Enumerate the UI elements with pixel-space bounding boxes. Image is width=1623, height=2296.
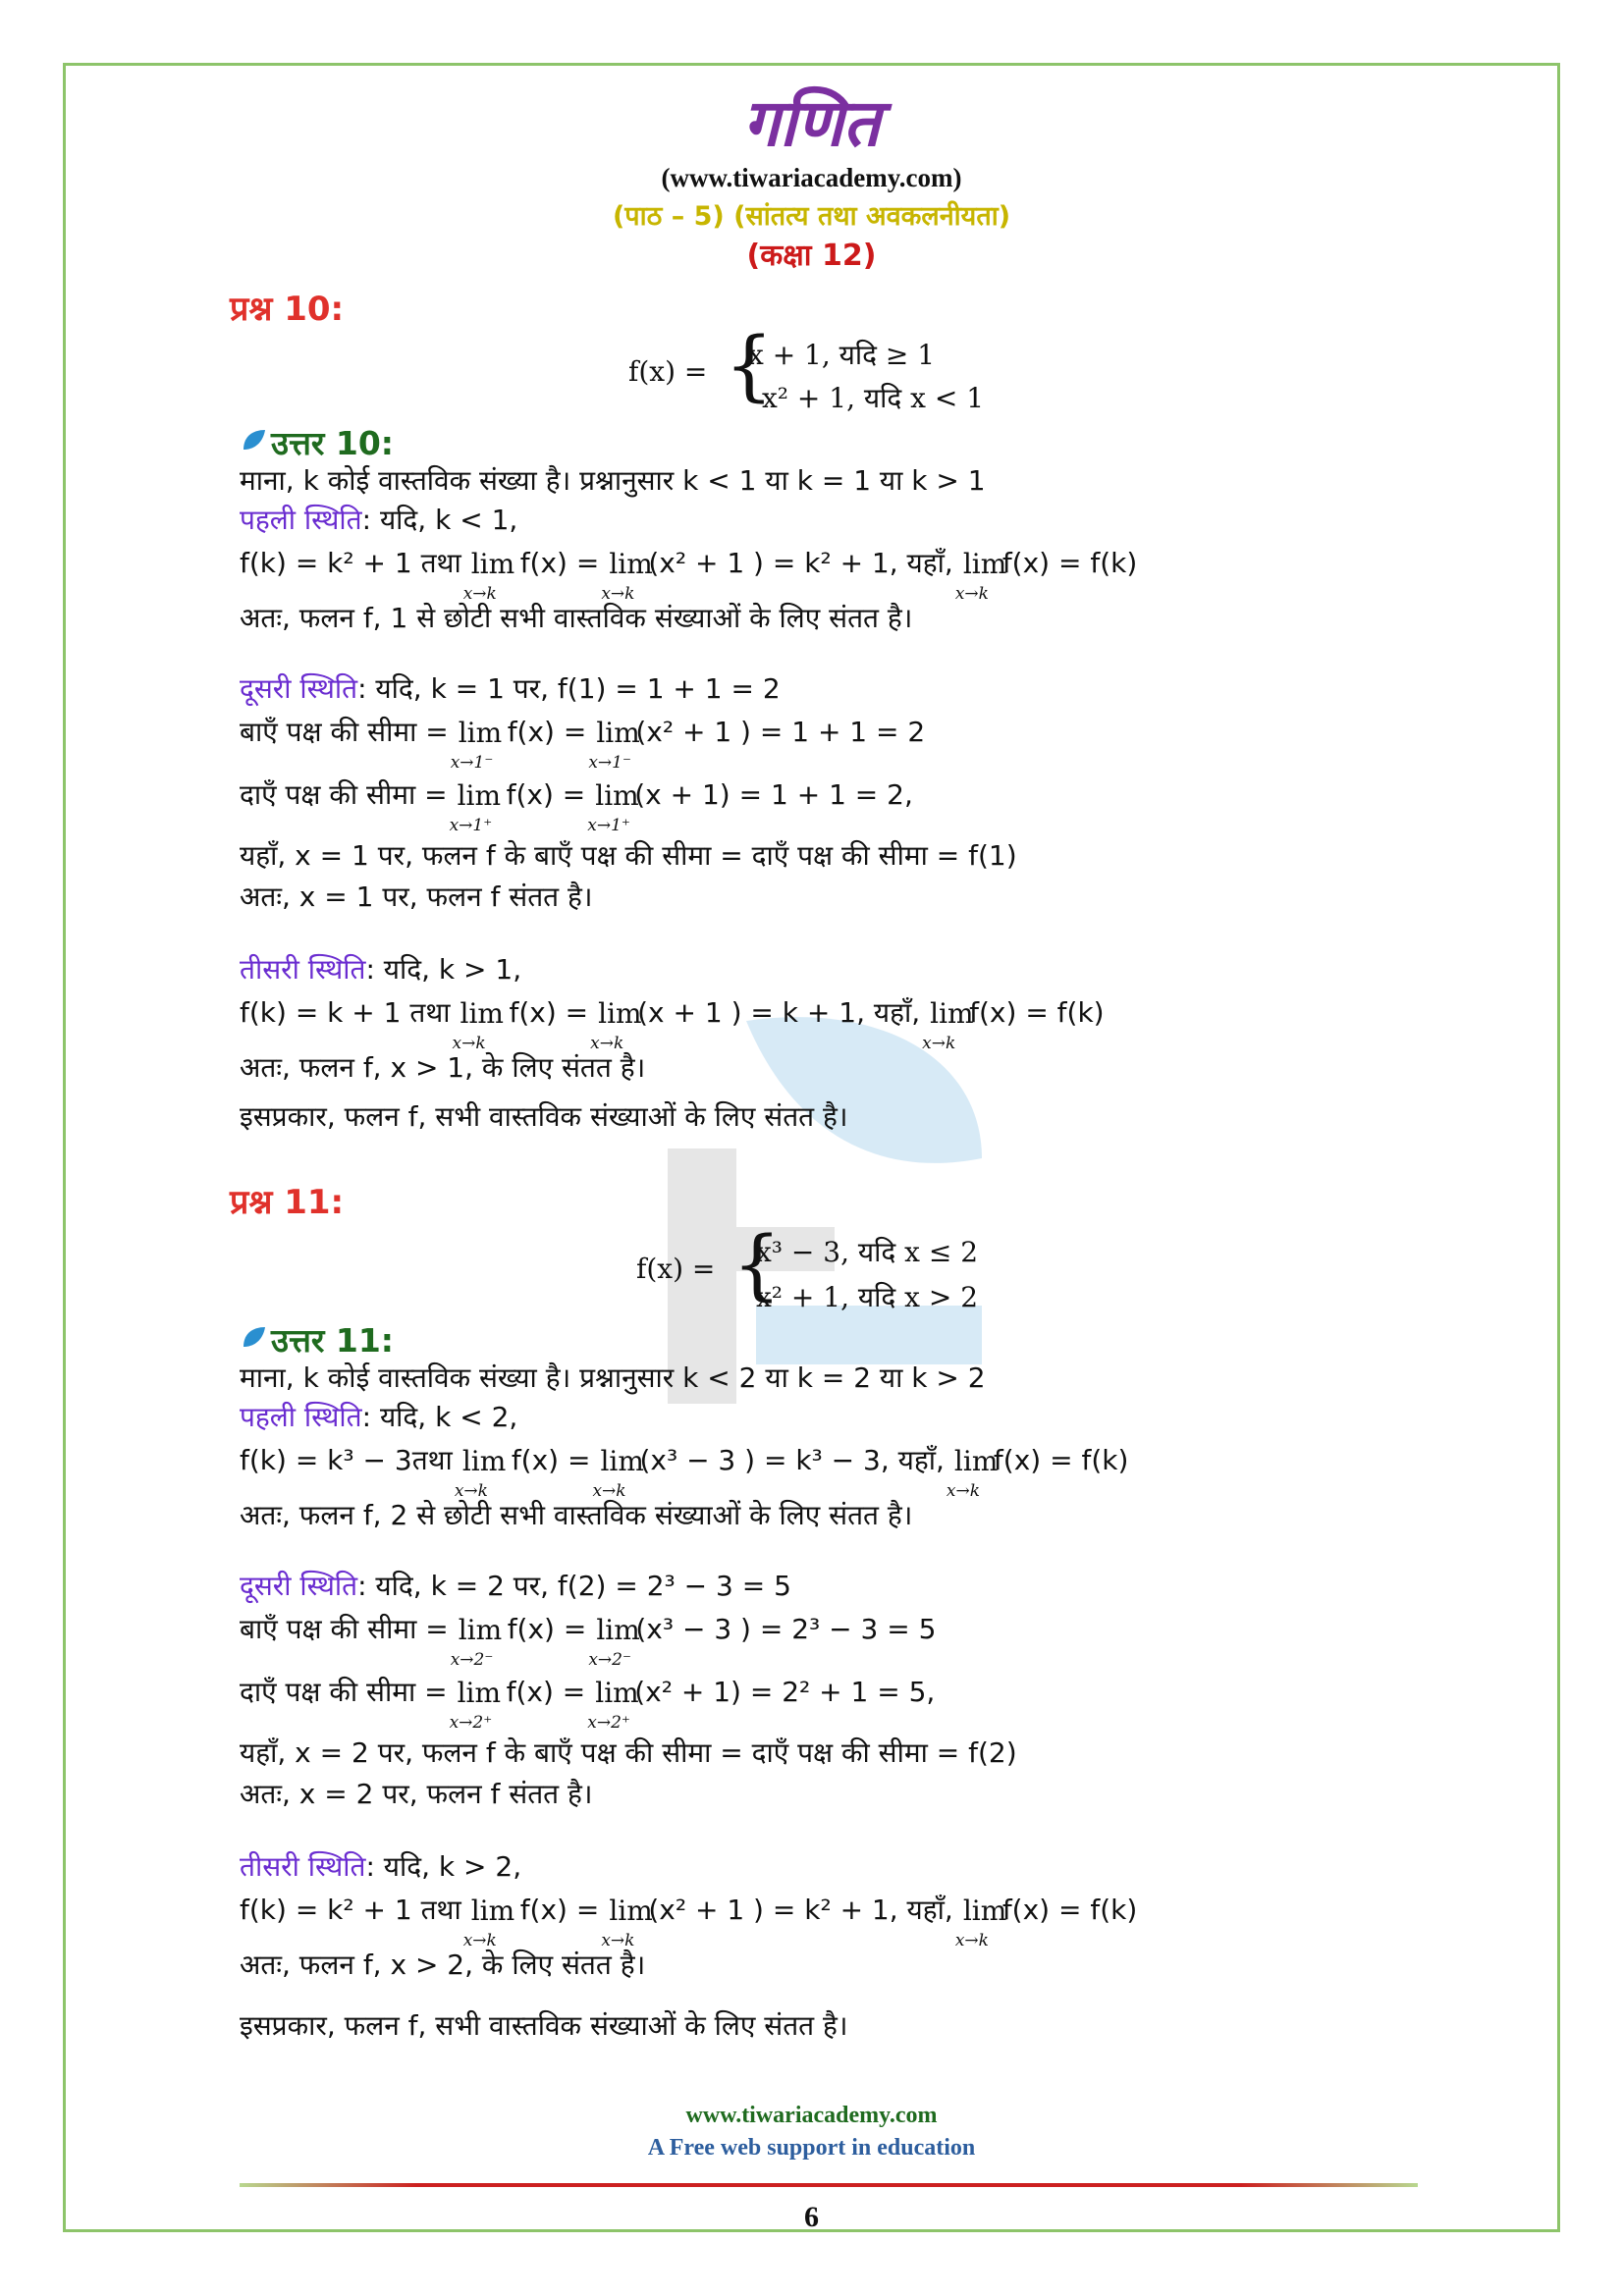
lim-subscript: x→k (590, 1034, 624, 1053)
a11-case-2-statement: यहाँ, x = 2 पर, फलन f के बाएँ पक्ष की सीमा = दाएँ पक्ष की सीमा = f(2) (240, 1736, 1017, 1769)
case-condition: : यदि, k = 2 पर, f(2) = 2³ − 3 = 5 (357, 1570, 791, 1602)
a10-case-3-equation (240, 993, 1105, 1053)
eq-part: (x + 1 ) = k + 1, यहाँ, (637, 996, 921, 1029)
a11-case-1-equation (240, 1441, 1129, 1501)
limit-operator (450, 714, 503, 773)
a11-intro: माना, k कोई वास्तविक संख्या है। प्रश्नानुसार k < 2 या k = 2 या k > 2 (240, 1362, 986, 1394)
lim-subscript: x→1⁻ (450, 753, 494, 773)
a10-case-2-right-limit (240, 775, 913, 835)
eq-part: दाएँ पक्ष की सीमा = (240, 778, 448, 811)
eq-part: (x³ − 3 ) = k³ − 3, यहाँ, (639, 1444, 945, 1476)
footer-divider (240, 2183, 1418, 2187)
lim-text: lim (458, 717, 503, 749)
eq-part: f(x) = f(k) (969, 996, 1105, 1029)
limit-operator (452, 994, 504, 1053)
lim-text: lim (962, 548, 1007, 580)
lim-subscript: x→k (601, 584, 635, 604)
question-11-heading: प्रश्न 11: (230, 1183, 345, 1222)
a11-case-2-left-limit (240, 1610, 937, 1670)
a10-case-2 (240, 669, 781, 709)
a11-case-3-equation (240, 1891, 1138, 1950)
lim-subscript: x→1⁺ (587, 816, 630, 835)
lim-subscript: x→k (452, 1034, 486, 1053)
q10-piece-2: x² + 1, यदि x < 1 (762, 382, 985, 414)
limit-operator (462, 545, 515, 604)
case-condition: : यदि, k = 1 पर, f(1) = 1 + 1 = 2 (357, 672, 781, 705)
a10-case-2-statement: यहाँ, x = 1 पर, फलन f के बाएँ पक्ष की सीमा = दाएँ पक्ष की सीमा = f(1) (240, 839, 1017, 872)
lim-subscript: x→2⁻ (588, 1650, 631, 1670)
a10-case-1 (240, 501, 517, 540)
lim-text: lim (609, 548, 653, 580)
case-condition: : यदि, k > 2, (365, 1850, 522, 1883)
eq-part: f(x) = f(k) (993, 1444, 1129, 1476)
lim-text: lim (596, 717, 640, 749)
a10-case-3 (240, 950, 521, 989)
limit-operator (587, 776, 639, 835)
lim-subscript: x→k (592, 1481, 626, 1501)
case-label: दूसरी स्थिति (240, 1570, 358, 1602)
case-condition: : यदि, k > 1, (365, 953, 522, 986)
eq-part: f(x) = (507, 1613, 587, 1645)
eq-part: f(x) = (509, 996, 589, 1029)
chapter-title: (पाठ – 5) (सांतत्य तथा अवकलनीयता) (612, 201, 1011, 232)
page-title: गणित (742, 84, 881, 161)
eq-part: दाएँ पक्ष की सीमा = (240, 1676, 448, 1708)
lim-subscript: x→k (601, 1931, 635, 1950)
question-10-heading: प्रश्न 10: (230, 290, 345, 329)
limit-operator (601, 545, 653, 604)
q11-piece-1: x³ − 3, यदि x ≤ 2 (756, 1236, 979, 1268)
a11-case-2 (240, 1567, 791, 1606)
eq-part: f(k) = k³ − 3तथा (240, 1444, 453, 1476)
limit-operator (462, 1892, 515, 1950)
q10-piece-1: x + 1, यदि ≥ 1 (748, 339, 936, 371)
case-label: दूसरी स्थिति (240, 672, 358, 705)
a10-case-2-conclusion: अतः, x = 1 पर, फलन f संतत है। (240, 881, 593, 913)
eq-part: f(x) = (507, 716, 587, 748)
eq-part: f(k) = k² + 1 तथा (240, 547, 461, 579)
limit-operator (922, 994, 974, 1053)
a10-case-3-conclusion: अतः, फलन f, x > 1, के लिए संतत है। (240, 1051, 646, 1084)
case-label: पहली स्थिति (240, 504, 362, 536)
case-condition: : यदि, k < 1, (361, 504, 518, 536)
a10-intro: माना, k कोई वास्तविक संख्या है। प्रश्नानुसार k < 1 या k = 1 या k > 1 (240, 464, 986, 497)
eq-part: f(k) = k + 1 तथा (240, 996, 451, 1029)
lim-subscript: x→k (462, 1931, 497, 1950)
lim-text: lim (600, 1445, 644, 1477)
answer-10-heading: उत्तर 10: (271, 424, 394, 462)
q10-function-label: f(x) = (628, 355, 708, 388)
a11-case-3 (240, 1847, 521, 1887)
limit-operator (954, 1892, 1007, 1950)
eq-part: बाएँ पक्ष की सीमा = (240, 1613, 449, 1645)
eq-part: f(x) = f(k) (1001, 547, 1138, 579)
a11-final-statement: इसप्रकार, फलन f, सभी वास्तविक संख्याओं के लिए संतत है। (240, 2009, 848, 2042)
q11-function-label: f(x) = (636, 1253, 716, 1285)
case-label: तीसरी स्थिति (240, 953, 366, 986)
answer-leaf-icon (240, 1323, 267, 1351)
lim-text: lim (609, 1895, 653, 1927)
lim-text: lim (460, 997, 504, 1030)
eq-part: (x² + 1 ) = 1 + 1 = 2 (635, 716, 926, 748)
answer-leaf-icon (240, 426, 267, 454)
limit-operator (592, 1442, 644, 1501)
lim-text: lim (470, 548, 515, 580)
eq-part: f(k) = k² + 1 तथा (240, 1894, 461, 1926)
a11-case-1-conclusion: अतः, फलन f, 2 से छोटी सभी वास्तविक संख्याओं के लिए संतत है। (240, 1499, 913, 1531)
lim-text: lim (596, 1614, 640, 1646)
limit-operator (449, 776, 502, 835)
lim-text: lim (457, 779, 502, 812)
eq-part: (x + 1) = 1 + 1 = 2, (634, 778, 913, 811)
a10-case-2-left-limit (240, 713, 926, 773)
lim-subscript: x→k (954, 1931, 989, 1950)
limit-operator (449, 1674, 502, 1733)
lim-subscript: x→1⁺ (449, 816, 493, 835)
lim-text: lim (457, 1677, 502, 1709)
answer-11-heading: उत्तर 11: (271, 1321, 394, 1360)
lim-subscript: x→k (946, 1481, 981, 1501)
lim-text: lim (962, 1895, 1007, 1927)
a11-case-3-conclusion: अतः, फलन f, x > 2, के लिए संतत है। (240, 1949, 646, 1981)
limit-operator (587, 1674, 639, 1733)
lim-text: lim (598, 997, 642, 1030)
eq-part: f(x) = f(k) (1001, 1894, 1138, 1926)
a10-case-1-conclusion: अतः, फलन f, 1 से छोटी सभी वास्तविक संख्याओं के लिए संतत है। (240, 602, 913, 634)
q10-brace: { (725, 322, 774, 410)
lim-text: lim (595, 779, 639, 812)
a10-final-statement: इसप्रकार, फलन f, सभी वास्तविक संख्याओं के लिए संतत है। (240, 1100, 848, 1133)
lim-text: lim (953, 1445, 999, 1477)
eq-part: (x² + 1 ) = k² + 1, यहाँ, (648, 547, 953, 579)
eq-part: f(x) = (506, 778, 586, 811)
lim-subscript: x→2⁺ (587, 1713, 630, 1733)
lim-subscript: x→1⁻ (588, 753, 631, 773)
limit-operator (590, 994, 642, 1053)
header-website: (www.tiwariacademy.com) (661, 163, 962, 192)
limit-operator (954, 545, 1007, 604)
a11-case-2-conclusion: अतः, x = 2 पर, फलन f संतत है। (240, 1778, 593, 1810)
eq-part: (x² + 1) = 2² + 1 = 5, (634, 1676, 936, 1708)
case-label: पहली स्थिति (240, 1401, 362, 1433)
lim-subscript: x→k (954, 584, 989, 604)
a11-case-2-right-limit (240, 1673, 936, 1733)
lim-subscript: x→2⁺ (449, 1713, 493, 1733)
a10-case-1-equation (240, 544, 1138, 604)
eq-part: f(x) = (511, 1444, 591, 1476)
case-condition: : यदि, k < 2, (361, 1401, 518, 1433)
lim-subscript: x→2⁻ (450, 1650, 494, 1670)
limit-operator (450, 1611, 503, 1670)
a11-case-1 (240, 1398, 517, 1437)
lim-text: lim (930, 997, 974, 1030)
eq-part: f(x) = (519, 547, 600, 579)
eq-part: (x³ − 3 ) = 2³ − 3 = 5 (635, 1613, 937, 1645)
lim-subscript: x→k (462, 584, 497, 604)
case-label: तीसरी स्थिति (240, 1850, 366, 1883)
limit-operator (601, 1892, 653, 1950)
eq-part: f(x) = (519, 1894, 600, 1926)
footer-tagline: A Free web support in education (647, 2135, 976, 2161)
q11-piece-2: x² + 1, यदि x > 2 (756, 1281, 979, 1313)
lim-subscript: x→k (454, 1481, 488, 1501)
lim-subscript: x→k (922, 1034, 956, 1053)
limit-operator (588, 1611, 640, 1670)
eq-part: f(x) = (506, 1676, 586, 1708)
limit-operator (588, 714, 640, 773)
eq-part: बाएँ पक्ष की सीमा = (240, 716, 449, 748)
footer-website: www.tiwariacademy.com (685, 2103, 938, 2128)
lim-text: lim (461, 1445, 507, 1477)
limit-operator (946, 1442, 999, 1501)
q11-brace: { (732, 1221, 782, 1309)
lim-text: lim (595, 1677, 639, 1709)
page-number: 6 (804, 2201, 819, 2233)
eq-part: (x² + 1 ) = k² + 1, यहाँ, (648, 1894, 953, 1926)
limit-operator (454, 1442, 507, 1501)
lim-text: lim (458, 1614, 503, 1646)
lim-text: lim (470, 1895, 515, 1927)
class-label: (कक्षा 12) (746, 239, 877, 273)
